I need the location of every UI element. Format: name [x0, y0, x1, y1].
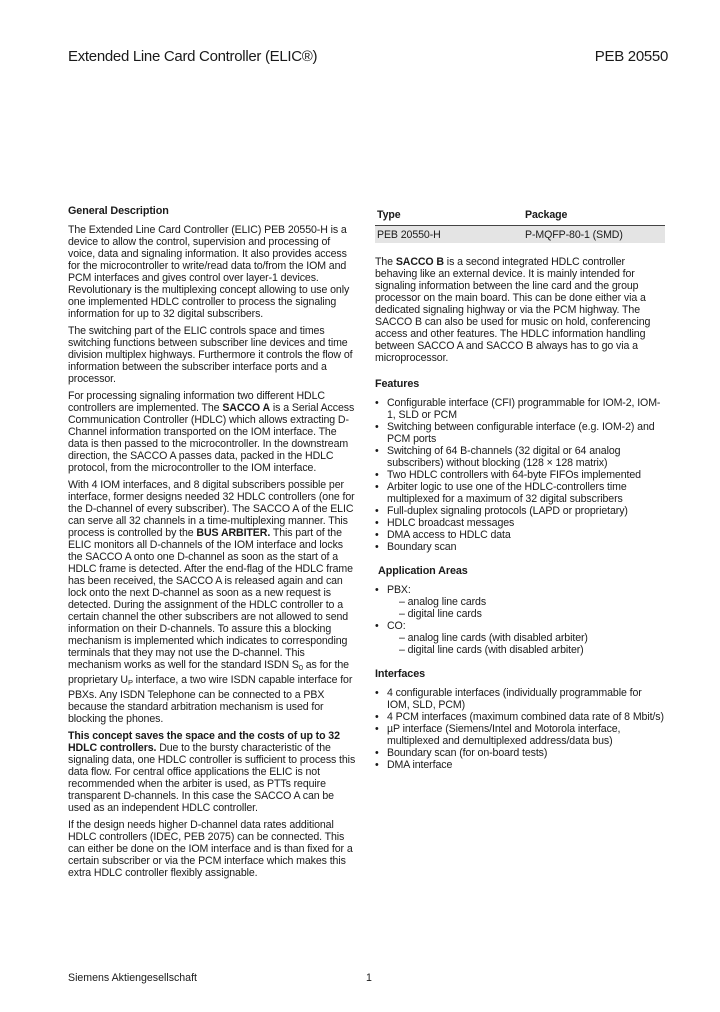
- app-pbx-analog: – analog line cards: [399, 596, 487, 608]
- features-heading: Features: [375, 378, 420, 390]
- list-item: • Full-duplex signaling protocols (LAPD or proprietary): [375, 505, 667, 517]
- paragraph-concept: This concept saves the space and the costs of up to 32 HDLC controllers. Due to the bursty characteristic of the signaling data, one HDLC controller is sufficient to process this data flow. For central office applications the ELIC is not recommended when the arbiter is used, as PTTs require transparent D-channels. In this case the SACCO A can be used as an independent HDLC controller.: [68, 730, 356, 814]
- list-item: • Switching between configurable interface (e.g. IOM-2) and PCM ports: [375, 421, 667, 445]
- app-pbx-label: • PBX:: [387, 584, 411, 596]
- paragraph-bus-arbiter: With 4 IOM interfaces, and 8 digital subscribers possible per interface, former designs needed 32 HDLC controllers (one for the D-channel of every subscriber). The SACCO A of the ELIC can serve all 32 channels in a time-multiplexing manner. This process is controlled by the BUS ARBITER. This part of the ELIC monitors all D-channels of the IOM interface and locks the SACCO A onto one D-channel as soon as the start of a HDLC frame is detected. After the end-flag of the HDLC frame has been received, the SACCO A is released again and can lock onto the next D-channel as soon as a new request is detected. During the assignment of the HDLC controller to a certain channel the other subscribers are not allowed to send information on their D-channels. To assure this a blocking mechanism is implemented which indicates to corresponding terminals that they may not use the D-channel. This mechanism works as well for the standard ISDN $S_0$ as for the proprietary $U_P$ interface, a two wire ISDN capable interface for PBXs. Any ISDN Telephone can be connected to a PBX because the standard arbitration mechanism is used for blocking the phones.: [68, 479, 355, 725]
- app-co-analog: – analog line cards (with disabled arbiter): [399, 632, 588, 644]
- list-item: [375, 620, 667, 656]
- list-item: • HDLC broadcast messages: [375, 517, 667, 529]
- list-item: • Configurable interface (CFI) programmable for IOM-2, IOM-1, SLD or PCM: [375, 397, 667, 421]
- page-number: 1: [366, 972, 372, 984]
- features-list: [375, 397, 667, 553]
- table-cell-type: PEB 20550-H: [375, 226, 525, 244]
- app-co-label: • CO:: [387, 620, 406, 632]
- interfaces-list: [375, 687, 667, 771]
- list-item: • Arbiter logic to use one of the HDLC-controllers time multiplexed for a maximum of 32 digital subscribers: [375, 481, 667, 505]
- document-title: Extended Line Card Controller (ELIC®): [68, 48, 318, 65]
- paragraph-sacco-a: For processing signaling information two different HDLC controllers are implemented. The SACCO A is a Serial Access Communication Controller (HDLC) which allows extracting D-Channel information transported on the IOM interface. The data is then passed to the microcontroller. In the downstream direction, the SACCO A passes data, packed in the HDLC protocol, from the microcontroller to the IOM interface.: [68, 390, 355, 474]
- list-item: • DMA interface: [375, 759, 667, 771]
- paragraph-additional-hdlc: If the design needs higher D-channel data rates additional HDLC controllers (IDEC, PEB 2075) can be connected. This can either be done on the IOM interface and is than fixed for a certain subscriber or via the PCM interface which makes this extra HDLC controller flexibly assignable.: [68, 819, 353, 879]
- list-item: • Boundary scan: [375, 541, 667, 553]
- list-item: • 4 configurable interfaces (individually programmable for IOM, SLD, PCM): [375, 687, 667, 711]
- application-areas-heading: Application Areas: [378, 565, 468, 577]
- application-areas-list: [375, 584, 667, 656]
- app-pbx-digital: – digital line cards: [399, 608, 482, 620]
- list-item: • DMA access to HDLC data: [375, 529, 667, 541]
- list-item: • Boundary scan (for on-board tests): [375, 747, 667, 759]
- general-description-heading: General Description: [68, 205, 169, 217]
- footer-company: Siemens Aktiengesellschaft: [68, 972, 197, 984]
- list-item: [375, 584, 667, 620]
- type-package-table: [375, 208, 665, 243]
- list-item: • Two HDLC controllers with 64-byte FIFOs implemented: [375, 469, 667, 481]
- list-item: • 4 PCM interfaces (maximum combined data rate of 8 Mbit/s): [375, 711, 667, 723]
- paragraph-sacco-b: The SACCO B is a second integrated HDLC controller behaving like an external device. It is mainly intended for signaling information between the line card and the group processor on the main board. This can be done either via a dedicated signaling highway or via the PCM highway. The SACCO B can also be used for music on hold, conferencing access and other features. The HDLC information handling between SACCO A and SACCO B always has to go via a microprocessor.: [375, 256, 651, 364]
- part-number: PEB 20550: [594, 48, 668, 65]
- table-cell-package: P-MQFP-80-1 (SMD): [525, 226, 665, 244]
- list-item: • Switching of 64 B-channels (32 digital or 64 analog subscribers) without blocking (128 × 128 matrix): [375, 445, 667, 469]
- paragraph-switching: The switching part of the ELIC controls space and times switching functions between subscriber line devices and time division multiplex highways. Furthermore it controls the flow of information between the subscriber interface ports and a processor.: [68, 325, 353, 385]
- app-co-digital: – digital line cards (with disabled arbiter): [399, 644, 584, 656]
- table-row: [375, 226, 665, 244]
- interfaces-heading: Interfaces: [375, 668, 426, 680]
- right-column: [375, 208, 667, 783]
- table-header-type: Type: [375, 208, 525, 226]
- left-column: [68, 205, 358, 884]
- table-header-package: Package: [525, 208, 665, 226]
- list-item: • µP interface (Siemens/Intel and Motorola interface, multiplexed and demultiplexed address/data bus): [375, 723, 667, 747]
- paragraph-intro: The Extended Line Card Controller (ELIC) PEB 20550-H is a device to allow the control, supervision and processing of voice, data and signaling information. It also provides access for the microcontroller to write/read data to/from the IOM and PCM interfaces and gives control over layer-1 devices. Revolutionary is the multiplexing concept allowing to use only one implemented HDLC controller to process the signaling information for up to 32 digital subscribers.: [68, 224, 350, 320]
